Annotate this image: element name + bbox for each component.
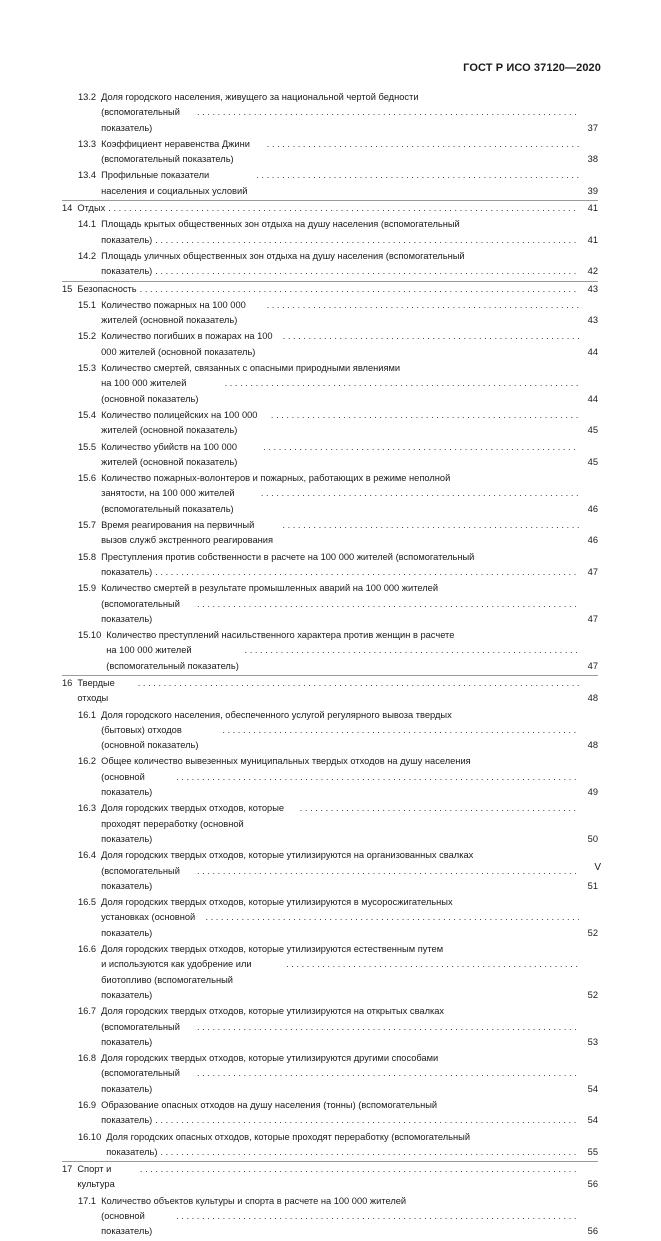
- toc-entry-number: 14.2: [78, 250, 97, 261]
- toc-page-number: 46: [587, 503, 598, 514]
- toc-entry-number: 15.4: [78, 409, 97, 420]
- dot-leader: [140, 282, 579, 297]
- toc-entry-number: 13.2: [78, 92, 97, 102]
- dot-leader: [267, 298, 579, 313]
- toc-entry-number: 15.6: [78, 473, 97, 484]
- toc-entry-title-line: Твердые отходы: [77, 677, 115, 704]
- toc-entry-number: 15.2: [78, 331, 97, 342]
- toc-entry-number: 16.5: [78, 897, 97, 908]
- toc-subsection-entry[interactable]: [62, 848, 598, 894]
- toc-entry-number: 16.3: [78, 803, 97, 814]
- toc-subsection-entry[interactable]: [62, 168, 598, 199]
- toc-entry-title-line: Количество преступлений насильственного характера против женщин в расчете: [106, 630, 455, 641]
- dot-leader: [300, 801, 579, 816]
- dot-leader: [176, 770, 579, 785]
- toc-entry-number: 16.6: [78, 944, 97, 955]
- dot-leader: [205, 910, 579, 925]
- toc-page-number: 56: [587, 1226, 598, 1237]
- toc-section-entry[interactable]: [62, 200, 598, 216]
- toc-subsection-entry[interactable]: [62, 249, 598, 280]
- dot-leader: [225, 376, 579, 391]
- toc-subsection-entry[interactable]: [62, 518, 598, 549]
- toc-entry-number: 15.1: [78, 299, 97, 310]
- toc-entry-title-line: Безопасность: [77, 283, 137, 294]
- dot-leader: [261, 486, 579, 501]
- toc-entry-number: 16.8: [78, 1053, 97, 1064]
- toc-subsection-entry[interactable]: [62, 1194, 598, 1240]
- toc-entry-title-line: показатель): [106, 1146, 158, 1157]
- toc-page-number: 52: [587, 989, 598, 1000]
- toc-page-number: 39: [587, 185, 598, 196]
- toc-entry-title-line: и используются как удобрение или биотопливо (вспомогательный показатель): [101, 959, 252, 1000]
- dot-leader: [282, 518, 579, 533]
- toc-entry-title-line: Доля городских твердых отходов, которые утилизируются естественным путем: [101, 944, 444, 955]
- toc-entry-title-line: Площадь крытых общественных зон отдыха на душу населения (вспомогательный: [101, 219, 460, 230]
- toc-entry-number: 17: [62, 1164, 73, 1175]
- toc-page-number: 56: [587, 1179, 598, 1190]
- toc-page-number: 55: [587, 1146, 598, 1157]
- toc-page-number: 47: [587, 566, 598, 577]
- toc-page-number: 41: [587, 203, 598, 214]
- dot-leader: [176, 1209, 579, 1224]
- toc-entry-number: 16.4: [78, 850, 97, 861]
- toc-entry-title-line: (бытовых) отходов (основной показатель): [101, 724, 199, 751]
- toc-entry-title-line: на 100 000 жителей (вспомогательный показатель): [106, 645, 239, 671]
- toc-entry-number: 14.1: [78, 219, 97, 230]
- dot-leader: [245, 643, 579, 658]
- toc-entry-number: 13.4: [78, 170, 97, 181]
- toc-subsection-entry[interactable]: [62, 361, 598, 407]
- dot-leader: [155, 565, 579, 580]
- toc-entry-number: 16.2: [78, 756, 97, 767]
- toc-entry-title-line: Количество полицейских на 100 000 жителей (основной показатель): [101, 409, 258, 436]
- dot-leader: [267, 137, 579, 152]
- dot-leader: [197, 1066, 579, 1081]
- toc-entry-title-line: Доля городского населения, живущего за национальной чертой бедности: [101, 92, 419, 102]
- toc-page-number: 43: [587, 283, 598, 294]
- toc-entry-title-line: (вспомогательный показатель): [101, 865, 180, 891]
- toc-entry-title-line: Количество объектов культуры и спорта в расчете на 100 000 жителей: [101, 1195, 407, 1206]
- table-of-contents: [62, 90, 598, 1241]
- dot-leader: [140, 1162, 579, 1177]
- toc-entry-number: 15.8: [78, 551, 97, 562]
- toc-entry-title-line: Количество пожарных-волонтеров и пожарных, работающих в режиме неполной: [101, 473, 451, 484]
- toc-page-number: 52: [587, 927, 598, 938]
- toc-entry-title-line: показатель): [101, 234, 153, 245]
- toc-entry-number: 17.1: [78, 1195, 97, 1206]
- toc-entry-title-line: Доля городских твердых отходов, которые утилизируются на открытых свалках: [101, 1006, 445, 1017]
- toc-entry-title-line: Доля городских твердых отходов, которые проходят переработку (основной показатель): [101, 803, 285, 844]
- toc-page-number: 43: [587, 315, 598, 326]
- toc-entry-title-line: показатель): [101, 1115, 153, 1126]
- toc-entry-number: 16.7: [78, 1006, 97, 1017]
- toc-entry-number: 16: [62, 677, 73, 688]
- toc-entry-title-line: Коэффициент неравенства Джини (вспомогательный показатель): [101, 138, 250, 165]
- toc-entry-number: 13.3: [78, 138, 97, 149]
- toc-subsection-entry[interactable]: [62, 471, 598, 517]
- toc-entry-title-line: (основной показатель): [101, 771, 153, 798]
- page-number-roman: V: [594, 862, 601, 873]
- dot-leader: [155, 264, 579, 279]
- toc-page-number: 45: [587, 456, 598, 467]
- toc-entry-title-line: Время реагирования на первичный вызов служб экстренного реагирования: [101, 520, 273, 546]
- toc-page-number: 44: [587, 393, 598, 404]
- toc-entry-number: 15.5: [78, 441, 97, 452]
- toc-entry-title-line: (основной показатель): [101, 1211, 153, 1237]
- dot-leader: [138, 676, 579, 691]
- dot-leader: [108, 201, 579, 216]
- toc-entry-number: 15.7: [78, 520, 97, 531]
- toc-entry-title-line: Образование опасных отходов на душу населения (тонны) (вспомогательный: [101, 1100, 438, 1110]
- dot-leader: [286, 957, 579, 972]
- toc-subsection-entry[interactable]: [62, 942, 598, 1003]
- toc-page-number: 54: [587, 1083, 598, 1094]
- dot-leader: [263, 440, 579, 455]
- toc-entry-title-line: занятости, на 100 000 жителей (вспомогательный показатель): [101, 488, 235, 514]
- dot-leader: [155, 1113, 579, 1128]
- toc-entry-number: 16.1: [78, 709, 97, 720]
- toc-subsection-entry[interactable]: [62, 440, 598, 471]
- toc-entry-title-line: Количество убийств на 100 000 жителей (основной показатель): [101, 441, 238, 467]
- toc-entry-title-line: Количество пожарных на 100 000 жителей (основной показатель): [101, 299, 246, 326]
- toc-entry-number: 15.10: [78, 630, 102, 641]
- toc-entry-title-line: Доля городских твердых отходов, которые утилизируются другими способами: [101, 1053, 439, 1064]
- dot-leader: [197, 864, 579, 879]
- toc-subsection-entry[interactable]: [62, 298, 598, 329]
- dot-leader: [197, 105, 579, 120]
- toc-page-number: 45: [587, 425, 598, 436]
- toc-page-number: 46: [587, 535, 598, 546]
- toc-entry-title-line: Доля городских твердых отходов, которые утилизируются в мусоросжигательных: [101, 897, 453, 908]
- toc-subsection-entry[interactable]: [62, 550, 598, 581]
- toc-entry-title-line: Доля городских твердых отходов, которые утилизируются на организованных свалках: [101, 850, 474, 861]
- toc-section-entry[interactable]: [62, 1161, 598, 1193]
- toc-page-number: 50: [587, 833, 598, 844]
- toc-entry-title-line: (вспомогательный показатель): [101, 1068, 180, 1094]
- toc-page-number: 51: [587, 880, 598, 891]
- dot-leader: [271, 408, 579, 423]
- toc-subsection-entry[interactable]: [62, 895, 598, 941]
- toc-entry-title-line: Количество погибших в пожарах на 100 000 жителей (основной показатель): [101, 331, 273, 357]
- document-header-standard: ГОСТ Р ИСО 37120—2020: [463, 62, 601, 74]
- toc-entry-title-line: Площадь уличных общественных зон отдыха на душу населения (вспомогательный: [101, 250, 465, 261]
- toc-entry-title-line: (вспомогательный показатель): [101, 1021, 180, 1047]
- toc-entry-number: 14: [62, 203, 73, 214]
- toc-entry-title-line: Преступления против собственности в расчете на 100 000 жителей (вспомогательный: [101, 551, 475, 562]
- toc-page-number: 53: [587, 1036, 598, 1047]
- dot-leader: [155, 233, 579, 248]
- dot-leader: [222, 723, 579, 738]
- toc-subsection-entry[interactable]: [62, 1004, 598, 1050]
- dot-leader: [160, 1145, 579, 1160]
- toc-page-number: 47: [587, 660, 598, 671]
- toc-page-number: 48: [587, 740, 598, 751]
- toc-subsection-entry[interactable]: [62, 1051, 598, 1097]
- toc-entry-title-line: Профильные показатели населения и социальных условий: [101, 170, 248, 196]
- toc-page-number: 54: [587, 1115, 598, 1126]
- toc-subsection-entry[interactable]: [62, 90, 598, 136]
- toc-entry-number: 15: [62, 283, 73, 294]
- toc-entry-title-line: Количество смертей, связанных с опасными природными явлениями: [101, 363, 401, 374]
- toc-subsection-entry[interactable]: [62, 408, 598, 439]
- toc-page-number: 37: [587, 122, 598, 133]
- toc-entry-title-line: Спорт и культура: [77, 1164, 115, 1190]
- toc-subsection-entry[interactable]: [62, 217, 598, 248]
- toc-page-number: 49: [587, 787, 598, 798]
- toc-subsection-entry[interactable]: [62, 628, 598, 674]
- dot-leader: [256, 168, 579, 183]
- toc-entry-title-line: установках (основной показатель): [101, 912, 196, 938]
- toc-subsection-entry[interactable]: [62, 1098, 598, 1129]
- toc-subsection-entry[interactable]: [62, 329, 598, 360]
- dot-leader: [197, 597, 579, 612]
- toc-entry-title-line: Количество смертей в результате промышленных аварий на 100 000 жителей: [101, 583, 439, 594]
- toc-entry-title-line: Отдых: [77, 203, 106, 214]
- toc-entry-title-line: показатель): [101, 566, 153, 577]
- toc-subsection-entry[interactable]: [62, 1130, 598, 1161]
- toc-entry-number: 15.3: [78, 363, 97, 374]
- toc-section-entry[interactable]: [62, 281, 598, 297]
- toc-subsection-entry[interactable]: [62, 754, 598, 800]
- toc-entry-number: 16.10: [78, 1131, 102, 1142]
- toc-entry-title-line: (вспомогательный показатель): [101, 598, 180, 624]
- toc-page-number: 48: [587, 693, 598, 704]
- toc-entry-number: 16.9: [78, 1100, 97, 1110]
- toc-page-number: 41: [587, 234, 598, 245]
- toc-page-number: 44: [587, 346, 598, 357]
- dot-leader: [283, 329, 579, 344]
- toc-subsection-entry[interactable]: [62, 708, 598, 754]
- toc-page-number: 47: [587, 613, 598, 624]
- toc-subsection-entry[interactable]: [62, 801, 598, 847]
- toc-page-number: 42: [587, 266, 598, 277]
- toc-entry-title-line: на 100 000 жителей (основной показатель): [101, 378, 199, 404]
- toc-subsection-entry[interactable]: [62, 137, 598, 168]
- dot-leader: [197, 1020, 579, 1035]
- toc-section-entry[interactable]: [62, 675, 598, 707]
- toc-subsection-entry[interactable]: [62, 581, 598, 627]
- toc-entry-title-line: Доля городских опасных отходов, которые проходят переработку (вспомогательный: [106, 1131, 471, 1142]
- toc-entry-number: 15.9: [78, 583, 97, 594]
- toc-entry-title-line: Доля городского населения, обеспеченного услугой регулярного вывоза твердых: [101, 709, 452, 720]
- toc-entry-title-line: (вспомогательный показатель): [101, 107, 180, 133]
- toc-entry-title-line: Общее количество вывезенных муниципальных твердых отходов на душу населения: [101, 756, 471, 767]
- toc-page-number: 38: [587, 154, 598, 165]
- toc-entry-title-line: показатель): [101, 266, 153, 277]
